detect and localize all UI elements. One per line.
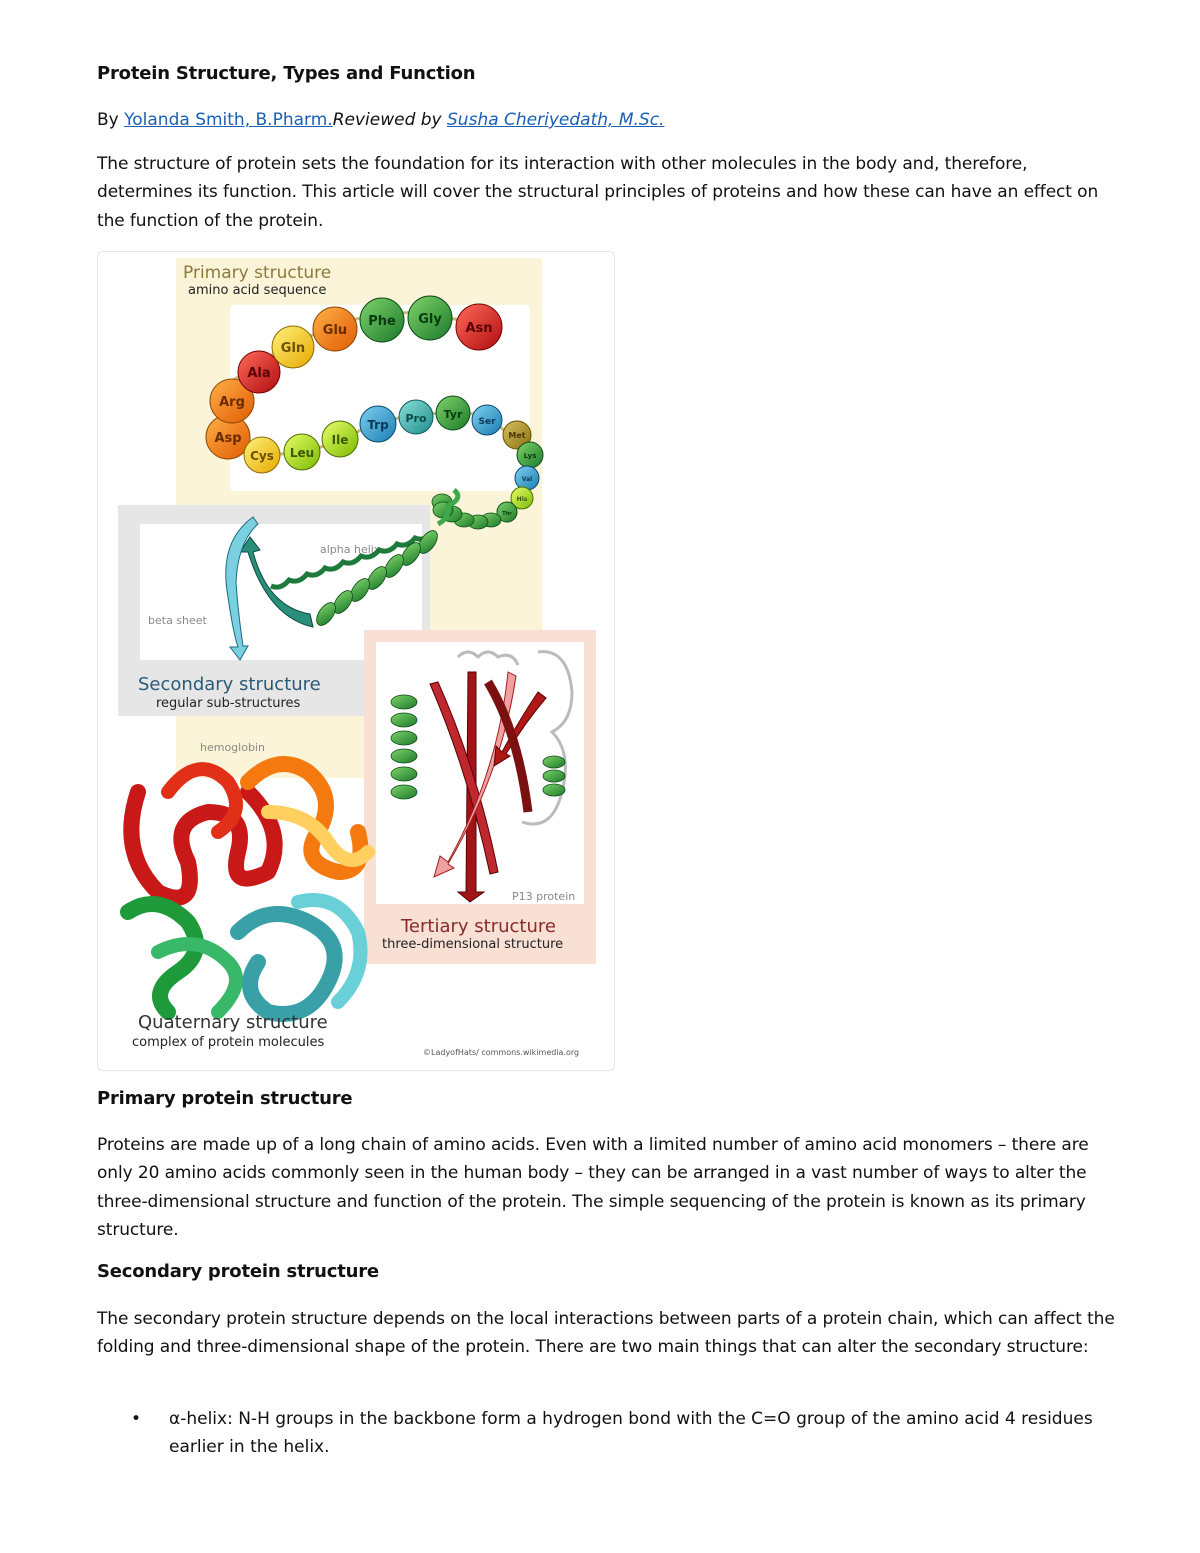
reviewed-by-label: Reviewed by [332,110,448,130]
quaternary-ribbon [128,764,368,1014]
svg-text:Tyr: Tyr [443,408,463,421]
svg-text:Lys: Lys [523,452,537,460]
intro-paragraph: The structure of protein sets the foundation for its interaction with other molecules in the body and, therefore, determines its function. This article will cover the structural principles of proteins and how these can have an effect on the function of the protein. [97,154,1099,231]
quaternary-title: Quaternary structure [138,1012,328,1033]
svg-text:Glu: Glu [322,323,348,338]
svg-text:Ile: Ile [331,433,349,447]
svg-text:Leu: Leu [289,446,315,460]
tertiary-title: Tertiary structure [401,916,556,937]
svg-text:Val: Val [521,476,533,483]
svg-text:Pro: Pro [405,412,427,425]
svg-text:Ala: Ala [247,366,271,381]
protein-structure-figure [97,251,615,1071]
author-link[interactable]: Yolanda Smith, B.Pharm. [124,110,333,130]
svg-text:Asp: Asp [214,431,242,446]
protein-structure-illustration [98,252,614,1070]
byline [97,110,664,130]
svg-text:Trp: Trp [367,418,389,432]
svg-text:Phe: Phe [368,314,396,329]
svg-text:Arg: Arg [219,395,245,410]
tertiary-subtitle: three-dimensional structure [382,937,564,952]
reviewer-link[interactable]: Susha Cheriyedath, M.Sc. [447,110,665,130]
primary-structure-paragraph: Proteins are made up of a long chain of amino acids. Even with a limited number of amino acid monomers – there are only 20 amino acids commonly seen in the human body – they can be arranged in a vast number of ways to alter the three-dimensional structure and function of the protein. The simple sequencing of the protein is known as its primary structure. [97,1135,1089,1240]
image-credit: ©LadyofHats/ commons.wikimedia.org [423,1048,580,1057]
svg-text:Gly: Gly [418,312,442,327]
primary-structure-heading: Primary protein structure [97,1088,353,1109]
bullet-icon: • [131,1409,142,1429]
p13-label: P13 protein [512,890,576,903]
svg-text:Asn: Asn [465,321,493,336]
primary-title: Primary structure [183,263,332,283]
page-title: Protein Structure, Types and Function [97,63,476,84]
secondary-structure-heading: Secondary protein structure [97,1261,379,1282]
svg-text:Met: Met [508,431,526,440]
secondary-title: Secondary structure [138,674,321,695]
hemoglobin-label: hemoglobin [200,741,265,754]
beta-sheet-label: beta sheet [148,614,207,627]
secondary-structure-paragraph: The secondary protein structure depends on the local interactions between parts of a protein chain, which can affect the folding and three-dimensional shape of the protein. There are two main things that can alter the secondary structure: [97,1309,1115,1358]
primary-subtitle: amino acid sequence [188,283,327,298]
svg-text:His: His [516,496,528,503]
svg-text:Ser: Ser [478,417,496,427]
svg-text:Thr: Thr [502,511,512,517]
svg-text:Cys: Cys [250,449,274,463]
byline-by: By [97,110,125,130]
secondary-subtitle: regular sub-structures [156,696,301,711]
svg-text:Gln: Gln [280,341,306,356]
list-item: • α-helix: N-H groups in the backbone form a hydrogen bond with the C=O group of the amino acid 4 residues earlier in the helix. [97,1405,1127,1462]
quaternary-subtitle: complex of protein molecules [132,1035,325,1050]
secondary-structure-list [97,1405,1127,1462]
alpha-helix-label: alpha helix [320,543,381,556]
